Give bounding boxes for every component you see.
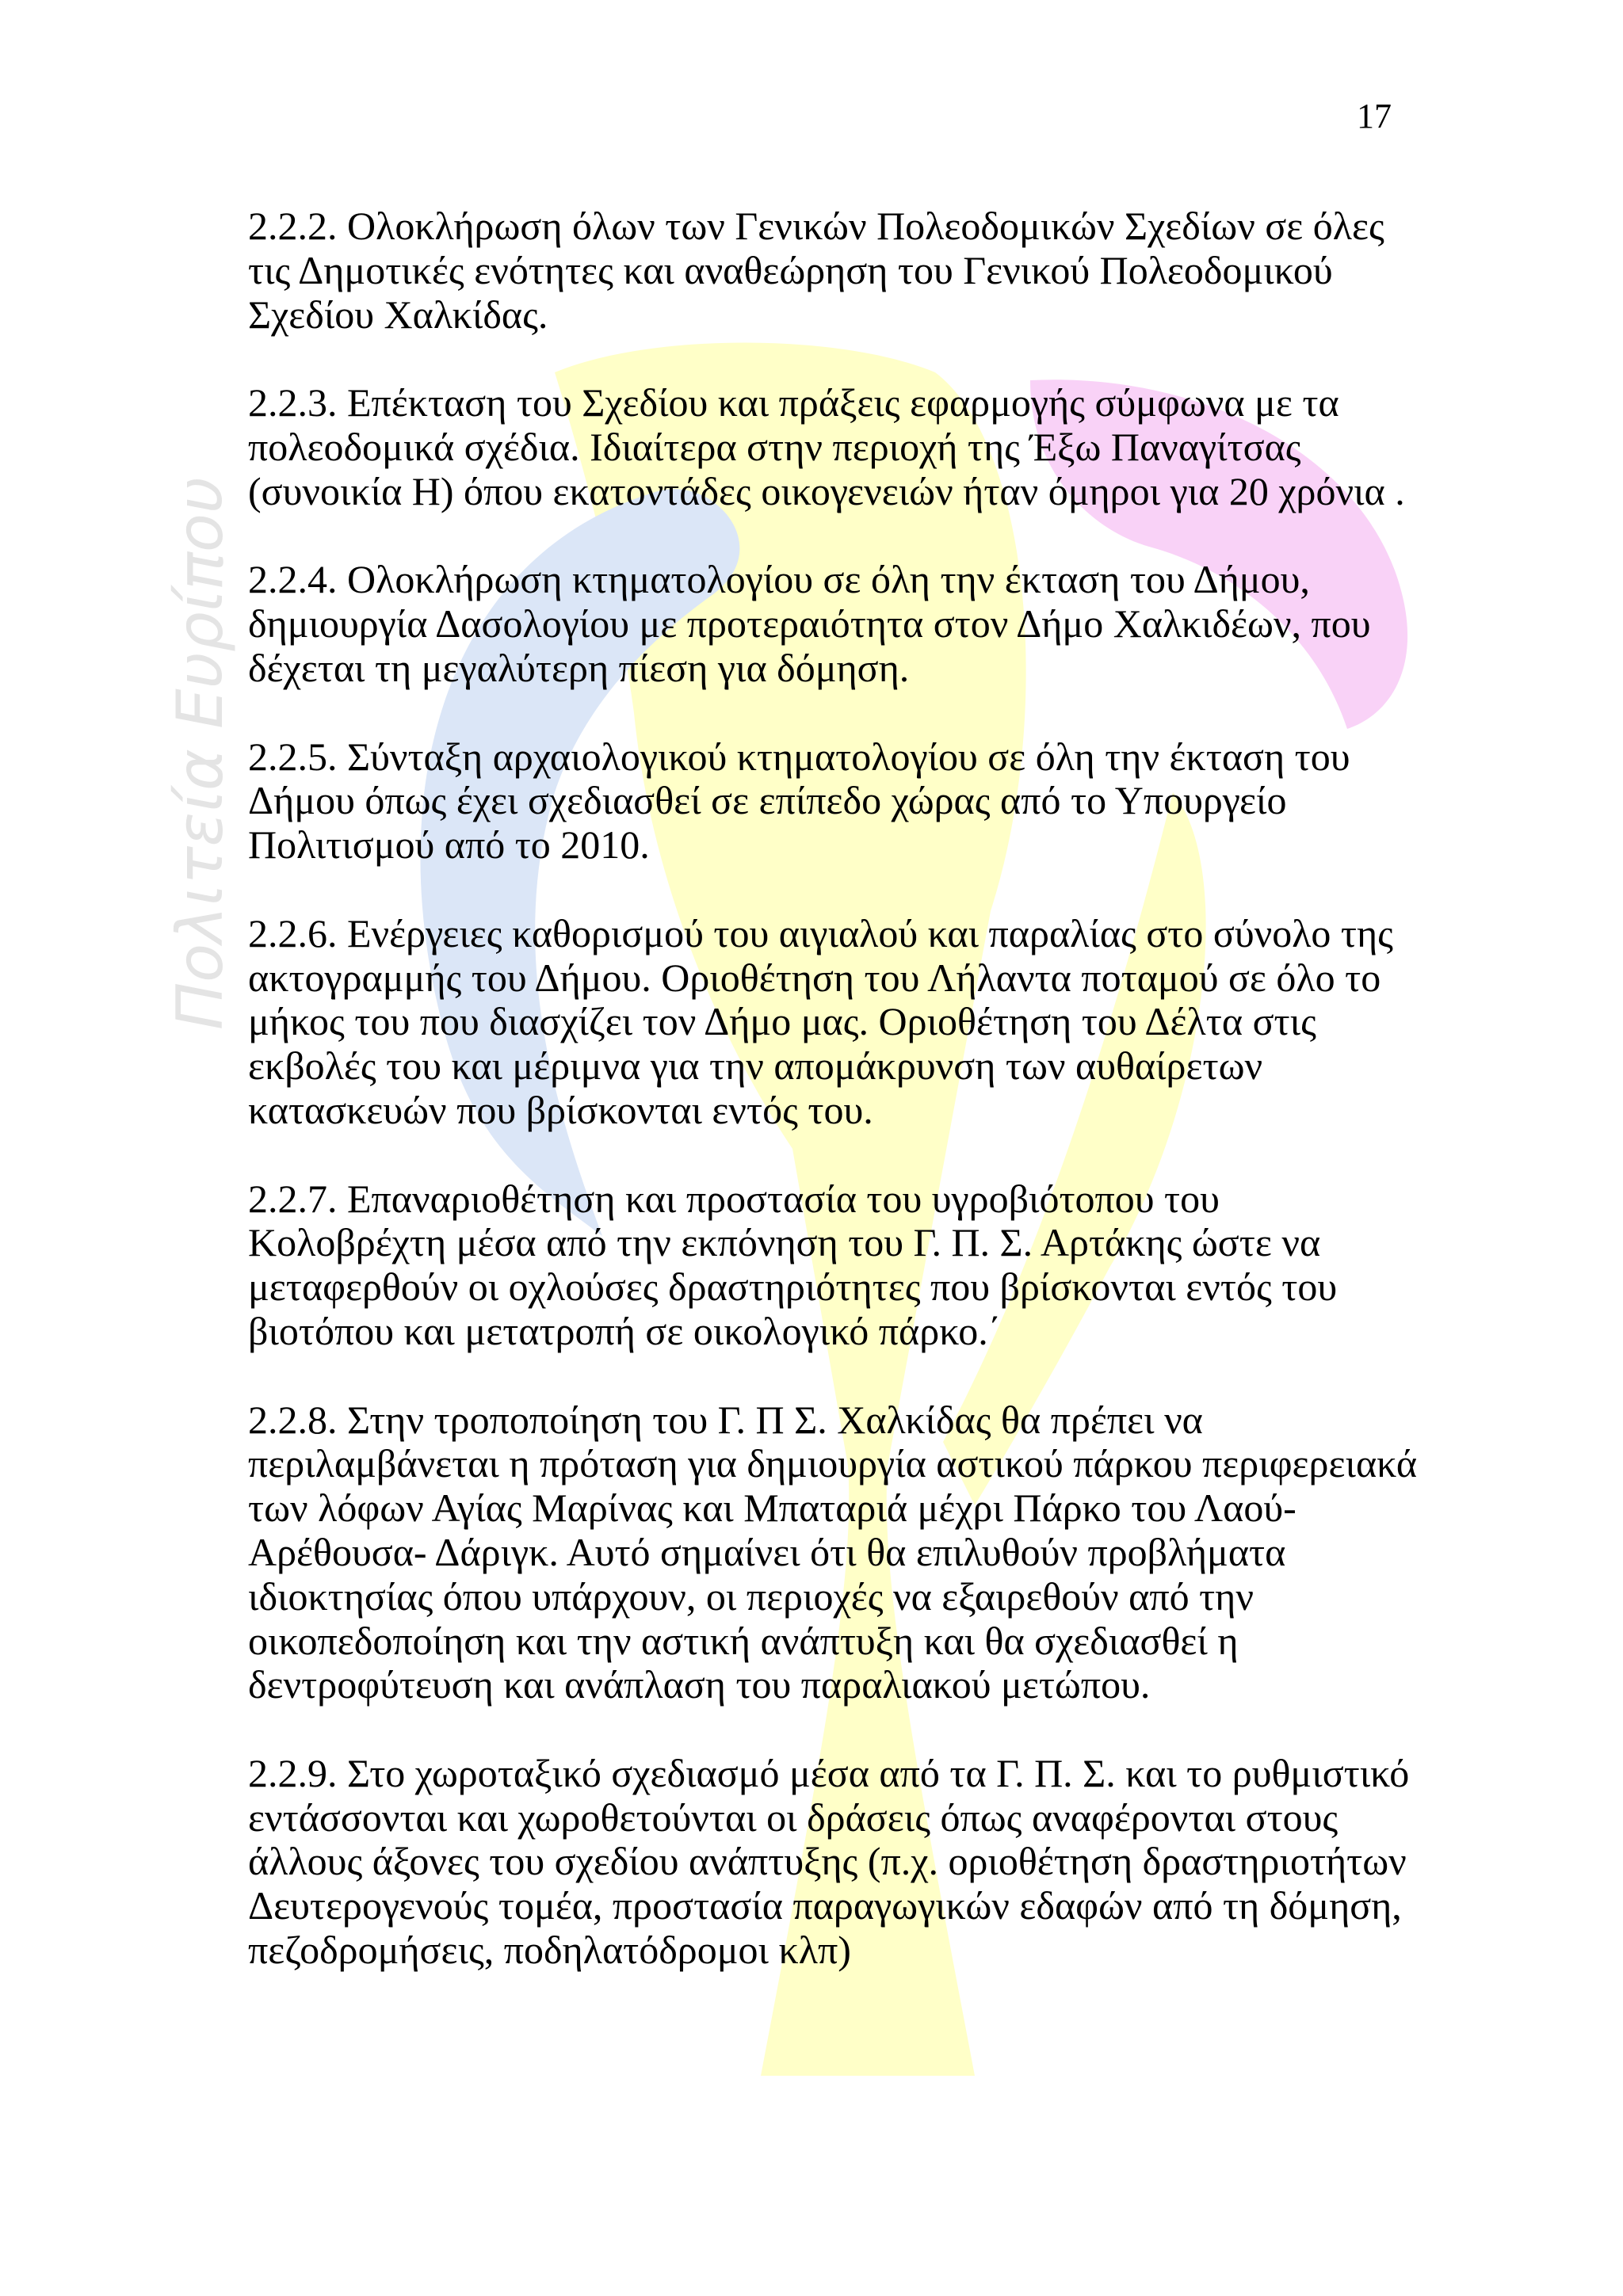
text-line: περιλαμβάνεται η πρόταση για δημιουργία αστικού πάρκου περιφερειακά bbox=[248, 1441, 1418, 1486]
text-line: των λόφων Αγίας Μαρίνας και Μπαταριά μέχρι Πάρκο του Λαού- bbox=[248, 1486, 1296, 1531]
text-line: Σχεδίου Χαλκίδας. bbox=[248, 292, 548, 337]
text-line: 2.2.8. Στην τροποποίηση του Γ. Π Σ. Χαλκίδας θα πρέπει να bbox=[248, 1397, 1203, 1442]
text-line: πολεοδομικά σχέδια. Ιδιαίτερα στην περιοχή της Έξω Παναγίτσας bbox=[248, 424, 1301, 469]
text-line: 2.2.6. Ενέργειες καθορισμού του αιγιαλού και παραλίας στο σύνολο της bbox=[248, 910, 1393, 955]
svg-text:Πολιτεία Ευρίπου: Πολιτεία Ευρίπου bbox=[163, 476, 237, 1030]
text-line: 2.2.4. Ολοκλήρωση κτηματολογίου σε όλη την έκταση του Δήμου, bbox=[248, 557, 1310, 602]
text-line: 2.2.2. Ολοκλήρωση όλων των Γενικών Πολεοδομικών Σχεδίων σε όλες bbox=[248, 204, 1384, 248]
watermark-text bbox=[163, 477, 237, 1030]
text-line: 2.2.5. Σύνταξη αρχαιολογικού κτηματολογίου σε όλη την έκταση του bbox=[248, 734, 1350, 779]
document-body bbox=[248, 204, 1516, 2017]
text-line: βιοτόπου και μετατροπή σε οικολογικό πάρκο.΄ bbox=[248, 1308, 1002, 1353]
text-line: Κολοβρέχτη μέσα από την εκπόνηση του Γ. Π. Σ. Αρτάκης ώστε να bbox=[248, 1220, 1321, 1265]
text-line: 2.2.3. Επέκταση του Σχεδίου και πράξεις εφαρμογής σύμφωνα με τα bbox=[248, 380, 1339, 425]
paragraph bbox=[248, 1177, 1516, 1354]
text-line: Δήμου όπως έχει σχεδιασθεί σε επίπεδο χώρας από το Υπουργείο bbox=[248, 778, 1287, 823]
text-line: πεζοδρομήσεις, ποδηλατόδρομοι κλπ) bbox=[248, 1928, 851, 1973]
text-line: Δευτερογενούς τομέα, προστασία παραγωγικών εδαφών από τη δόμηση, bbox=[248, 1883, 1402, 1928]
text-line: Αρέθουσα- Δάριγκ. Αυτό σημαίνει ότι θα επιλυθούν προβλήματα bbox=[248, 1529, 1286, 1574]
paragraph bbox=[248, 558, 1516, 690]
text-line: δέχεται τη μεγαλύτερη πίεση για δόμηση. bbox=[248, 645, 910, 690]
paragraph bbox=[248, 735, 1516, 868]
text-line: μήκος του που διασχίζει τον Δήμο μας. Οριοθέτηση του Δέλτα στις bbox=[248, 999, 1316, 1044]
text-line: μεταφερθούν οι οχλούσες δραστηριότητες που βρίσκονται εντός του bbox=[248, 1264, 1338, 1310]
text-line: Πολιτισμού από το 2010. bbox=[248, 822, 650, 868]
text-line: εντάσσονται και χωροθετούνται οι δράσεις όπως αναφέρονται στους bbox=[248, 1794, 1338, 1840]
paragraph bbox=[248, 912, 1516, 1133]
text-line: οικοπεδοποίηση και την αστική ανάπτυξη και θα σχεδιασθεί η bbox=[248, 1618, 1239, 1663]
text-line: άλλους άξονες του σχεδίου ανάπτυξης (π.χ. οριοθέτηση δραστηριοτήτων bbox=[248, 1839, 1407, 1884]
paragraph bbox=[248, 1752, 1516, 1973]
text-line: ακτογραμμής του Δήμου. Οριοθέτηση του Λήλαντα ποταμού σε όλο το bbox=[248, 955, 1381, 1000]
paragraph bbox=[248, 381, 1516, 513]
text-line: κατασκευών που βρίσκονται εντός του. bbox=[248, 1087, 873, 1132]
text-line: εκβολές του και μέριμνα για την απομάκρυνση των αυθαίρετων bbox=[248, 1043, 1263, 1089]
page-number: 17 bbox=[1357, 97, 1392, 135]
text-line: τις Δημοτικές ενότητες και αναθεώρηση του Γενικού Πολεοδομικού bbox=[248, 247, 1333, 292]
text-line: 2.2.7. Επαναριοθέτηση και προστασία του υγροβιότοπου του bbox=[248, 1176, 1220, 1221]
text-line: 2.2.9. Στο χωροταξικό σχεδιασμό μέσα από τα Γ. Π. Σ. και το ρυθμιστικό bbox=[248, 1750, 1410, 1795]
text-line: δημιουργία Δασολογίου με προτεραιότητα στον Δήμο Χαλκιδέων, που bbox=[248, 601, 1371, 646]
text-line: ιδιοκτησίας όπου υπάρχουν, οι περιοχές να εξαιρεθούν από την bbox=[248, 1573, 1254, 1619]
text-line: δεντροφύτευση και ανάπλαση του παραλιακού μετώπου. bbox=[248, 1662, 1151, 1707]
text-line: (συνοικία Η) όπου εκατοντάδες οικογενειών ήταν όμηροι για 20 χρόνια . bbox=[248, 468, 1405, 513]
paragraph bbox=[248, 204, 1516, 337]
paragraph bbox=[248, 1398, 1516, 1708]
